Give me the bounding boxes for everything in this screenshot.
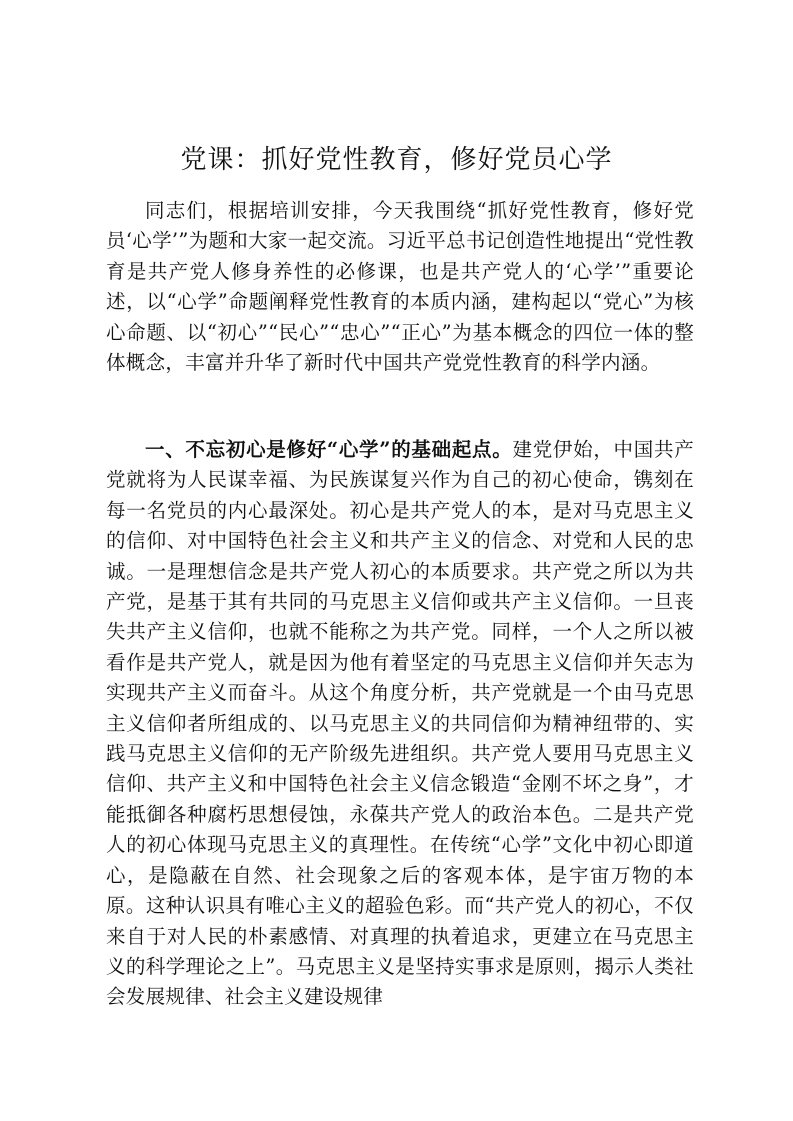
intro-paragraph: 同志们，根据培训安排，今天我围绕“抓好党性教育，修好党员‘心学’”为题和大家一起交流。习近平总书记创造性地提出“党性教育是共产党人修身养性的必修课，也是共产党人的‘心学’”重要论述，以“心学”命题阐释党性教育的本质内涵，建构起以“党心”为核心命题、以“初心”“民心”“忠心”“正心”为基本概念的四位一体的整体概念，丰富并升华了新时代中国共产党党性教育的科学内涵。 (106, 199, 694, 375)
section-one-body: 建党伊始，中国共产党就将为人民谋幸福、为民族谋复兴作为自己的初心使命，镌刻在每一名党员的内心最深处。初心是共产党人的本，是对马克思主义的信仰、对中国特色社会主义和共产主义的信念、对党和人民的忠诚。一是理想信念是共产党人初心的本质要求。共产党之所以为共产党，是基于其有共同的马克思主义信仰或共产主义信仰。一旦丧失共产主义信仰，也就不能称之为共产党。同样，一个人之所以被看作是共产党人，就是因为他有着坚定的马克思主义信仰并矢志为实现共产主义而奋斗。从这个角度分析，共产党就是一个由马克思主义信仰者所组成的、以马克思主义的共同信仰为精神纽带的、实践马克思主义信仰的无产阶级先进组织。共产党人要用马克思主义信仰、共产主义和中国特色社会主义信念锻造“金刚不坏之身”，才能抵御各种腐朽思想侵蚀，永葆共产党人的政治本色。二是共产党人的初心体现马克思主义的真理性。在传统“心学”文化中初心即道心，是隐蔽在自然、社会现象之后的客观本体，是宇宙万物的本原。这种认识具有唯心主义的超验色彩。而“共产党人的初心，不仅来自于对人民的朴素感情、对真理的执着追求，更建立在马克思主义的科学理论之上”。马克思主义是坚持实事求是原则，揭示人类社会发展规律、社会主义建设规律 (106, 438, 694, 1009)
section-one-heading: 一、不忘初心是修好“心学”的基础起点。 (145, 438, 513, 461)
document-title: 党课：抓好党性教育，修好党员心学 (180, 145, 613, 175)
section-one-paragraph (106, 435, 694, 1013)
